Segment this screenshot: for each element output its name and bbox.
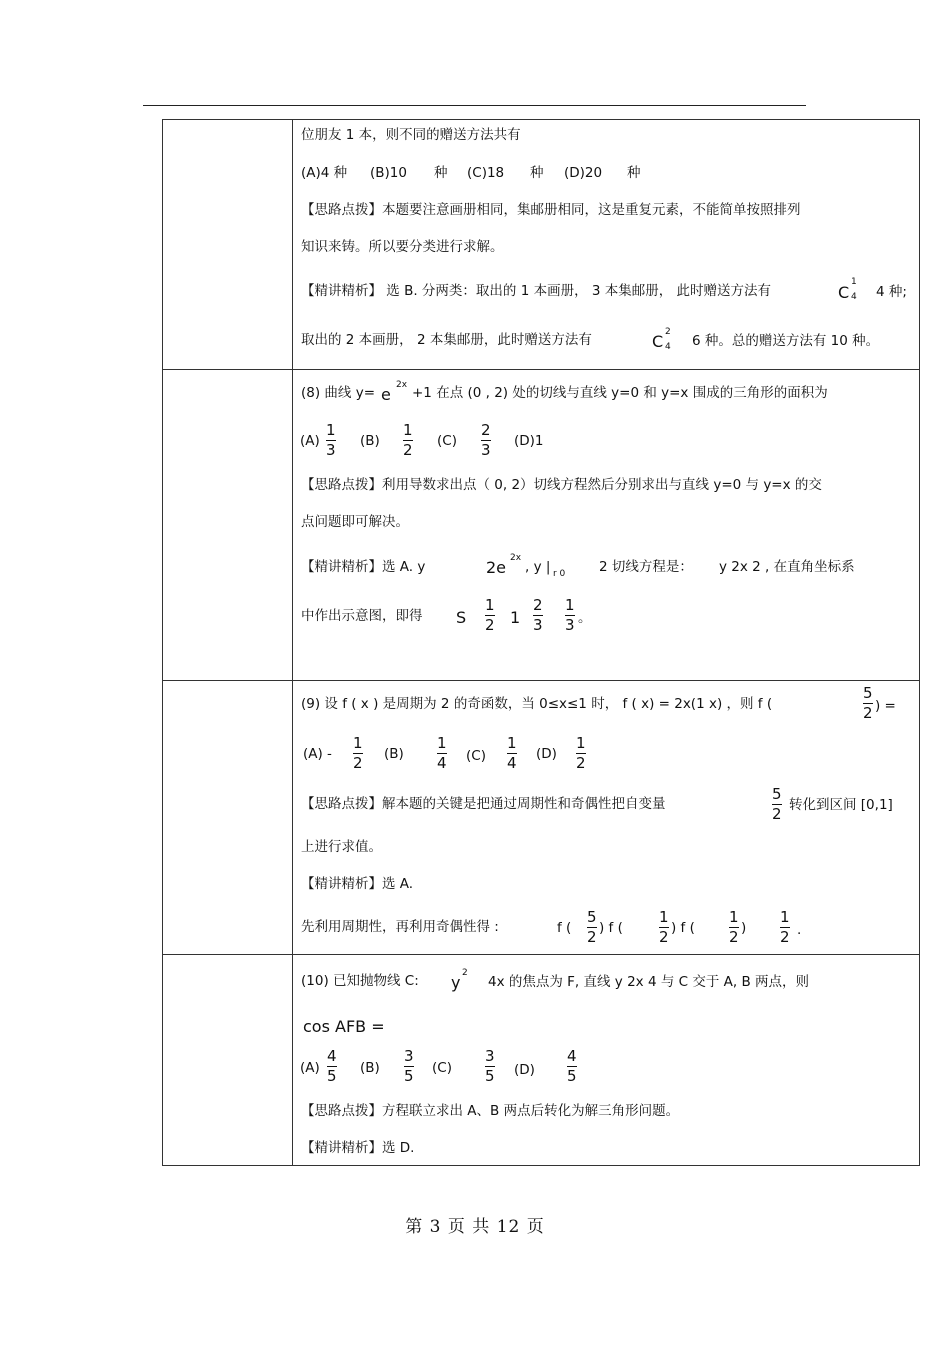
- q8-analysis-line: y 2x 2 , 在直角坐标系: [719, 559, 855, 575]
- q9-derivation-dot: .: [797, 922, 802, 938]
- numerator: 1: [565, 596, 575, 614]
- q7-comb-1-sub: 4: [851, 292, 857, 302]
- numerator: 5: [863, 684, 873, 702]
- q9-derivation-f1: f (: [557, 920, 572, 936]
- q9-derivation-f2: ) f (: [599, 920, 623, 936]
- q8-area-fraction-1: [485, 598, 495, 633]
- denominator: 3: [481, 441, 491, 459]
- denominator: 2: [587, 928, 597, 946]
- column-divider: [292, 120, 293, 1165]
- numerator: 2: [481, 421, 491, 439]
- denominator: 2: [780, 928, 790, 946]
- q10-hint: 【思路点拨】方程联立求出 A、B 两点后转化为解三角形问题。: [301, 1103, 680, 1119]
- denominator: 2: [485, 616, 495, 634]
- q10-stem-y: y: [451, 973, 461, 992]
- numerator: 3: [404, 1047, 414, 1065]
- numerator: 1: [437, 734, 447, 752]
- q9-option-b-fraction: [437, 736, 447, 771]
- numerator: 5: [772, 785, 782, 803]
- numerator: 4: [327, 1047, 337, 1065]
- q8-hint-cont: 点问题即可解决。: [301, 514, 409, 530]
- q8-area-end: 。: [578, 610, 592, 626]
- q9-derivation-fraction-1: [587, 910, 597, 945]
- q8-area-fraction-2: [533, 598, 543, 633]
- row-divider-1: [163, 369, 919, 370]
- q10-option-a: (A): [300, 1060, 320, 1076]
- q9-derivation: 先利用周期性，再利用奇偶性得 :: [301, 919, 499, 935]
- numerator: 1: [659, 908, 669, 926]
- q9-derivation-fraction-3: [729, 910, 739, 945]
- denominator: 2: [659, 928, 669, 946]
- q8-stem-sup: 2x: [396, 380, 408, 390]
- q7-comb-2-sup: 2: [665, 327, 671, 337]
- q7-hint: 【思路点拨】本题要注意画册相同，集邮册相同，这是重复元素，不能简单按照排列: [301, 202, 801, 218]
- q8-stem: (8) 曲线 y=: [301, 385, 376, 401]
- q8-area-text: 中作出示意图，即得: [301, 608, 423, 624]
- denominator: 2: [729, 928, 739, 946]
- row-divider-2: [163, 680, 919, 681]
- q8-area-fraction-3: [565, 598, 575, 633]
- q7-analysis-1: 【精讲精析】 选 B. 分两类：取出的 1 本画册， 3 本集邮册， 此时赠送方法有: [301, 283, 772, 299]
- numerator: 1: [576, 734, 586, 752]
- q10-stem-rest: 4x 的焦点为 F, 直线 y 2x 4 与 C 交于 A, B 两点，则: [488, 974, 810, 990]
- numerator: 1: [326, 421, 336, 439]
- q7-option-d: (D)20: [564, 165, 603, 181]
- numerator: 2: [533, 596, 543, 614]
- q8-area-s: S: [456, 608, 467, 627]
- page-footer: 第 3 页 共 12 页: [405, 1217, 545, 1237]
- problem-table: [162, 119, 920, 1166]
- q7-option-b: (B)10: [370, 165, 407, 181]
- q8-option-d: (D)1: [514, 433, 544, 449]
- q10-option-b-fraction: [404, 1049, 414, 1084]
- q9-option-c: (C): [466, 748, 486, 764]
- q8-option-c-fraction: [481, 423, 491, 458]
- q8-option-a-fraction: [326, 423, 336, 458]
- numerator: 5: [587, 908, 597, 926]
- q10-option-d: (D): [514, 1062, 535, 1078]
- numerator: 1: [780, 908, 790, 926]
- q7-option-c: (C)18: [467, 165, 505, 181]
- denominator: 2: [576, 754, 586, 772]
- q9-stem: (9) 设 f ( x ) 是周期为 2 的奇函数，当 0≤x≤1 时， f ( x) = 2x(1 x) ，则 f (: [301, 696, 773, 712]
- numerator: 1: [353, 734, 363, 752]
- q8-analysis: 【精讲精析】选 A. y: [301, 559, 426, 575]
- q7-option-c-unit: 种: [530, 165, 544, 181]
- q9-stem-fraction: [863, 686, 873, 721]
- q8-analysis-y: , y |: [525, 559, 551, 575]
- q9-analysis: 【精讲精析】选 A.: [301, 876, 414, 892]
- q9-derivation-f4: ): [741, 920, 747, 936]
- q10-option-b: (B): [360, 1060, 380, 1076]
- q8-option-b: (B): [360, 433, 380, 449]
- q7-comb-1: C: [838, 283, 850, 302]
- q8-area-one: 1: [510, 608, 521, 627]
- denominator: 2: [403, 441, 413, 459]
- denominator: 2: [863, 704, 873, 722]
- q7-comb-2-sub: 4: [665, 342, 671, 352]
- denominator: 2: [353, 754, 363, 772]
- numerator: 1: [403, 421, 413, 439]
- q10-cos: cos AFB =: [303, 1017, 385, 1036]
- q10-option-c-fraction: [485, 1049, 495, 1084]
- q10-stem-sup: 2: [462, 968, 468, 978]
- q9-stem-end: ) =: [875, 698, 896, 714]
- q8-option-a: (A): [300, 433, 320, 449]
- q9-option-a-fraction: [353, 736, 363, 771]
- q8-analysis-sup: 2x: [510, 553, 522, 563]
- numerator: 1: [729, 908, 739, 926]
- denominator: 4: [437, 754, 447, 772]
- numerator: 1: [485, 596, 495, 614]
- q7-option-a: (A)4 种: [301, 165, 348, 181]
- q8-analysis-sub: r 0: [553, 569, 566, 579]
- q9-derivation-fraction-2: [659, 910, 669, 945]
- q7-analysis-2-end: 6 种。总的赠送方法有 10 种。: [692, 333, 880, 349]
- numerator: 4: [567, 1047, 577, 1065]
- denominator: 5: [485, 1067, 495, 1085]
- denominator: 4: [507, 754, 517, 772]
- row-divider-3: [163, 954, 919, 955]
- q9-option-a: (A) -: [303, 746, 332, 762]
- numerator: 3: [485, 1047, 495, 1065]
- q10-stem: (10) 已知抛物线 C:: [301, 973, 419, 989]
- q9-hint-end: 转化到区间 [0,1]: [789, 797, 893, 813]
- q8-option-c: (C): [437, 433, 457, 449]
- q8-analysis-2e: 2e: [486, 558, 507, 577]
- q9-option-d: (D): [536, 746, 557, 762]
- q8-hint: 【思路点拨】利用导数求出点（ 0, 2）切线方程然后分别求出与直线 y=0 与 y=x 的交: [301, 477, 822, 493]
- denominator: 3: [533, 616, 543, 634]
- q7-comb-2: C: [652, 332, 664, 351]
- q7-analysis-1-end: 4 种;: [876, 284, 907, 300]
- denominator: 5: [327, 1067, 337, 1085]
- q8-option-b-fraction: [403, 423, 413, 458]
- q10-option-d-fraction: [567, 1049, 577, 1084]
- q7-option-b-unit: 种: [434, 165, 448, 181]
- denominator: 5: [404, 1067, 414, 1085]
- q10-analysis: 【精讲精析】选 D.: [301, 1140, 415, 1156]
- q9-hint-fraction: [772, 787, 782, 822]
- numerator: 1: [507, 734, 517, 752]
- denominator: 2: [772, 805, 782, 823]
- q7-comb-1-sup: 1: [851, 277, 857, 287]
- q9-derivation-fraction-4: [780, 910, 790, 945]
- q9-hint: 【思路点拨】解本题的关键是把通过周期性和奇偶性把自变量: [301, 796, 666, 812]
- denominator: 3: [326, 441, 336, 459]
- q9-option-d-fraction: [576, 736, 586, 771]
- denominator: 3: [565, 616, 575, 634]
- q10-option-a-fraction: [327, 1049, 337, 1084]
- q9-option-b: (B): [384, 746, 404, 762]
- q9-derivation-f3: ) f (: [671, 920, 695, 936]
- q7-line1: 位朋友 1 本，则不同的赠送方法共有: [301, 127, 521, 143]
- q8-analysis-tangent: 2 切线方程是：: [599, 559, 693, 575]
- denominator: 5: [567, 1067, 577, 1085]
- q9-hint-cont: 上进行求值。: [301, 839, 382, 855]
- q9-option-c-fraction: [507, 736, 517, 771]
- q7-hint-cont: 知识来铸。所以要分类进行求解。: [301, 239, 504, 255]
- q7-analysis-2: 取出的 2 本画册， 2 本集邮册，此时赠送方法有: [301, 332, 592, 348]
- q8-stem-rest: +1 在点 (0 , 2) 处的切线与直线 y=0 和 y=x 围成的三角形的面积为: [412, 385, 828, 401]
- q10-option-c: (C): [432, 1060, 452, 1076]
- q7-option-d-unit: 种: [627, 165, 641, 181]
- header-rule: [143, 105, 806, 106]
- q8-stem-e: e: [381, 385, 391, 404]
